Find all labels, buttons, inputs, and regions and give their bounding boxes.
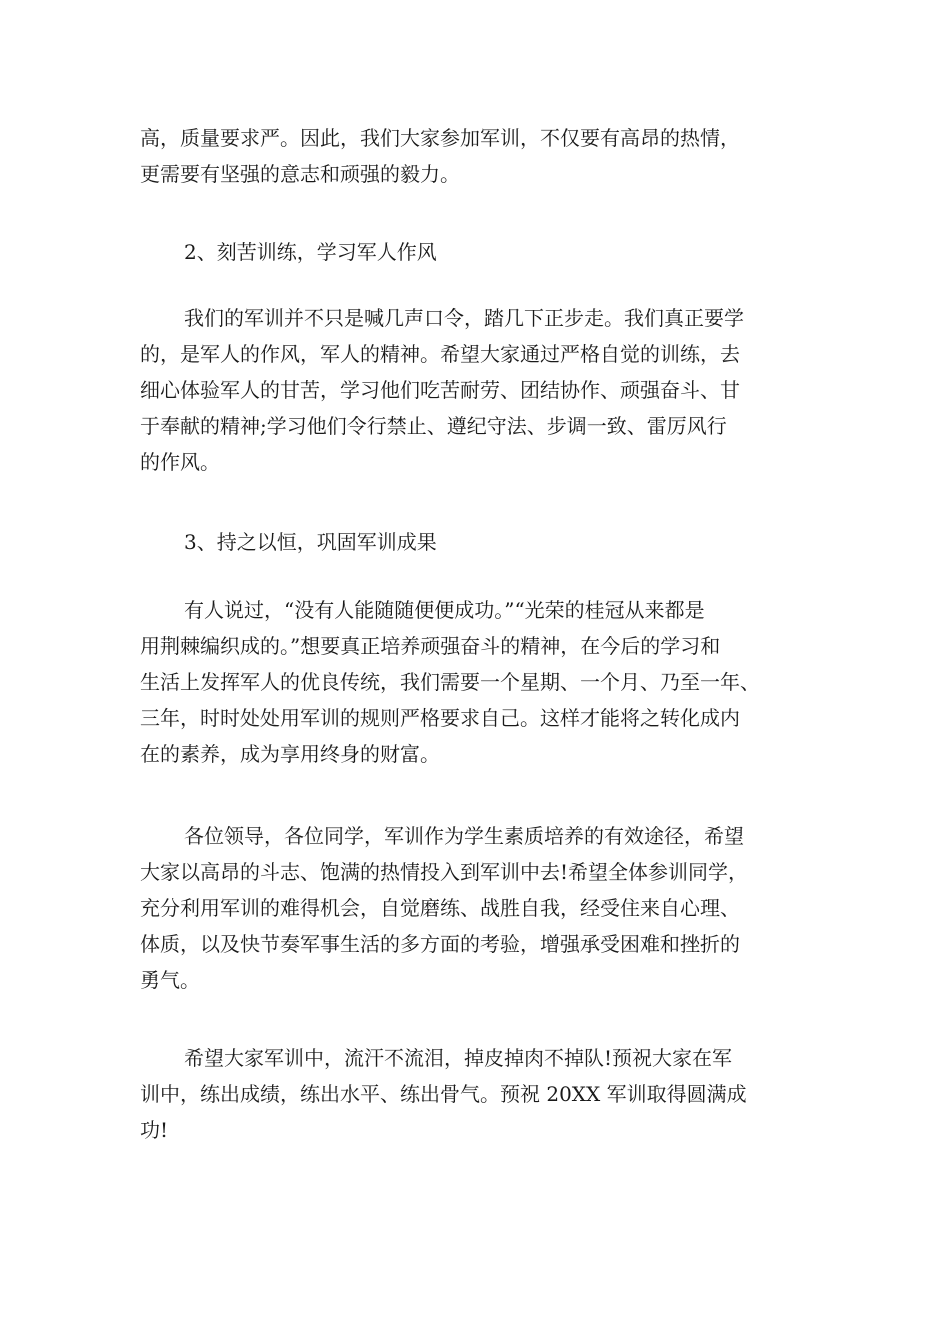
text-line: 三年，时时处处用军训的规则严格要求自己。这样才能将之转化成内	[140, 706, 740, 730]
paragraph-continuation	[140, 120, 820, 192]
text-line: 的，是军人的作风，军人的精神。希望大家通过严格自觉的训练，去	[140, 342, 740, 366]
paragraph	[140, 818, 820, 998]
text-line: 生活上发挥军人的优良传统，我们需要一个星期、一个月、乃至一年、	[140, 670, 760, 694]
text-line: 充分利用军训的难得机会，自觉磨练、战胜自我，经受住来自心理、	[140, 896, 740, 920]
text-line: 勇气。	[140, 968, 200, 992]
text-line: 细心体验军人的甘苦，学习他们吃苦耐劳、团结协作、顽强奋斗、甘	[140, 378, 740, 402]
text-line: 各位领导，各位同学，军训作为学生素质培养的有效途径，希望	[184, 824, 744, 848]
paragraph	[140, 1040, 820, 1148]
text-line: 在的素养，成为享用终身的财富。	[140, 742, 440, 766]
text-line: 用荆棘编织成的。”想要真正培养顽强奋斗的精神，在今后的学习和	[140, 634, 721, 658]
text-line: 希望大家军训中，流汗不流泪，掉皮掉肉不掉队!预祝大家在军	[184, 1046, 733, 1070]
section-heading-3: 3、持之以恒，巩固军训成果	[184, 530, 437, 554]
section-heading-2: 2、刻苦训练，学习军人作风	[184, 240, 437, 264]
text-line: 我们的军训并不只是喊几声口令，踏几下正步走。我们真正要学	[184, 306, 744, 330]
text-line: 功!	[140, 1118, 169, 1142]
text-line: 训中，练出成绩，练出水平、练出骨气。预祝 20XX 军训取得圆满成	[140, 1082, 747, 1106]
text-line: 大家以高昂的斗志、饱满的热情投入到军训中去!希望全体参训同学，	[140, 860, 749, 884]
text-line: 高，质量要求严。因此，我们大家参加军训，不仅要有高昂的热情，	[140, 126, 740, 150]
paragraph	[140, 592, 820, 772]
text-line: 更需要有坚强的意志和顽强的毅力。	[140, 162, 460, 186]
paragraph	[140, 300, 820, 480]
text-line: 于奉献的精神;学习他们令行禁止、遵纪守法、步调一致、雷厉风行	[140, 414, 727, 438]
text-line: 有人说过，“没有人能随随便便成功。”“光荣的桂冠从来都是	[184, 598, 705, 622]
text-line: 的作风。	[140, 450, 220, 474]
text-line: 体质，以及快节奏军事生活的多方面的考验，增强承受困难和挫折的	[140, 932, 740, 956]
